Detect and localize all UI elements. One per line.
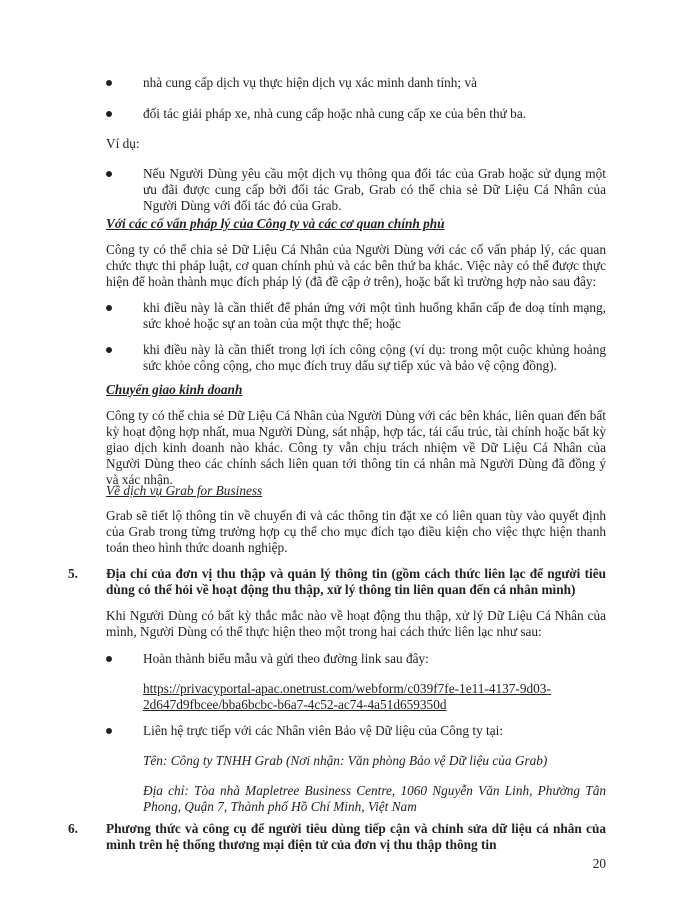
list-item-text: đối tác giải pháp xe, nhà cung cấp hoặc nhà cung cấp xe của bên thứ ba. <box>143 106 527 121</box>
page-number: 20 <box>592 856 606 871</box>
section-number: 6. <box>68 821 78 836</box>
privacy-portal-link[interactable] <box>143 681 606 713</box>
example-label: Ví dụ: <box>106 136 140 151</box>
company-address: Địa chỉ: Tòa nhà Mapletree Business Centre, 1060 Nguyễn Văn Linh, Phường Tân Phong, Quận 7, Thành phố Hồ Chí Minh, Việt Nam <box>143 783 606 814</box>
gfb-heading: Về dịch vụ Grab for Business <box>106 483 263 498</box>
section-title: Phương thức và công cụ để người tiêu dùng tiếp cận và chỉnh sửa dữ liệu cá nhân của mình trên hệ thống thương mại điện tử của đơn vị thu thập thông tin <box>106 821 606 852</box>
list-item-text: khi điều này là cần thiết trong lợi ích công cộng (ví dụ: trong một cuộc khủng hoảng sức khỏe công cộng, cho mục đích truy dấu sự tiếp xúc và bảo vệ cộng đồng). <box>143 342 606 373</box>
company-name: Tên: Công ty TNHH Grab (Nơi nhận: Văn phòng Bảo vệ Dữ liệu của Grab) <box>143 753 548 768</box>
list-item-text: khi điều này là cần thiết để phản ứng với một tình huống khẩn cấp đe doạ tính mạng, sức khoẻ hoặc sự an toàn của một thực thể; hoặc <box>143 300 606 331</box>
gfb-paragraph: Grab sẽ tiết lộ thông tin về chuyến đi và các thông tin đặt xe có liên quan tùy vào quyết định của Grab trong từng trường hợp cụ thể cho mục đích tạo điều kiện cho việc thực hiện thanh toán theo hình thức doanh nghiệp. <box>106 508 606 555</box>
list-item-text: nhà cung cấp dịch vụ thực hiện dịch vụ xác minh danh tính; và <box>143 75 477 90</box>
link-line[interactable]: 2d647d9fbcee/bba6bcbc-b6a7-4c52-ac74-4a51d659350d <box>143 697 447 712</box>
business-paragraph: Công ty có thể chia sẻ Dữ Liệu Cá Nhân của Người Dùng với các bên khác, liên quan đến bất kỳ hoạt động hợp nhất, mua Người Dùng, sát nhập, hợp tác, tái cấu trúc, tài chính hoặc bất kỳ giao dịch kinh doanh nào khác. Công ty vẫn chịu trách nhiệm về Dữ Liệu Cá Nhân của Người Dùng theo các chính sách liên quan tới thông tin cá nhân mà Người Dùng đã đồng ý và xác nhận. <box>106 408 606 487</box>
legal-heading: Với các cố vấn pháp lý của Công ty và các cơ quan chính phủ <box>106 216 445 231</box>
list-item-text: Nếu Người Dùng yêu cầu một dịch vụ thông qua đối tác của Grab hoặc sử dụng một ưu đãi được cung cấp bởi đối tác Grab, Grab có thể chia sẻ Dữ Liệu Cá Nhân của Người Dùng với đối tác đó của Grab. <box>143 166 606 213</box>
section-title: Địa chỉ của đơn vị thu thập và quản lý thông tin (gồm cách thức liên lạc để người tiêu dùng có thể hỏi về hoạt động thu thập, xử lý thông tin liên quan đến cá nhân mình) <box>106 566 606 597</box>
link-line[interactable]: https://privacyportal-apac.onetrust.com/webform/c039f7fe-1e11-4137-9d03- <box>143 681 551 696</box>
business-heading: Chuyển giao kinh doanh <box>106 382 243 397</box>
list-item-text: Liên hệ trực tiếp với các Nhân viên Bảo vệ Dữ liệu của Công ty tại: <box>143 723 504 738</box>
legal-paragraph: Công ty có thể chia sẻ Dữ Liệu Cá Nhân của Người Dùng với các cố vấn pháp lý, các quan chức thực thi pháp luật, cơ quan chính phủ và các bên thứ ba khác. Việc này có thể được thực hiện để hoàn thành mục đích pháp lý (đã đề cập ở trên), hoặc bất kì trường hợp nào sau đây: <box>106 242 606 289</box>
list-item-text: Hoàn thành biểu mẫu và gửi theo đường link sau đây: <box>143 651 429 666</box>
section-number: 5. <box>68 566 78 581</box>
section-5-paragraph: Khi Người Dùng có bất kỳ thắc mắc nào về hoạt động thu thập, xử lý Dữ Liệu Cá Nhân của mình, Người Dùng có thể thực hiện theo một trong hai cách thức liên lạc như sau: <box>106 608 606 639</box>
